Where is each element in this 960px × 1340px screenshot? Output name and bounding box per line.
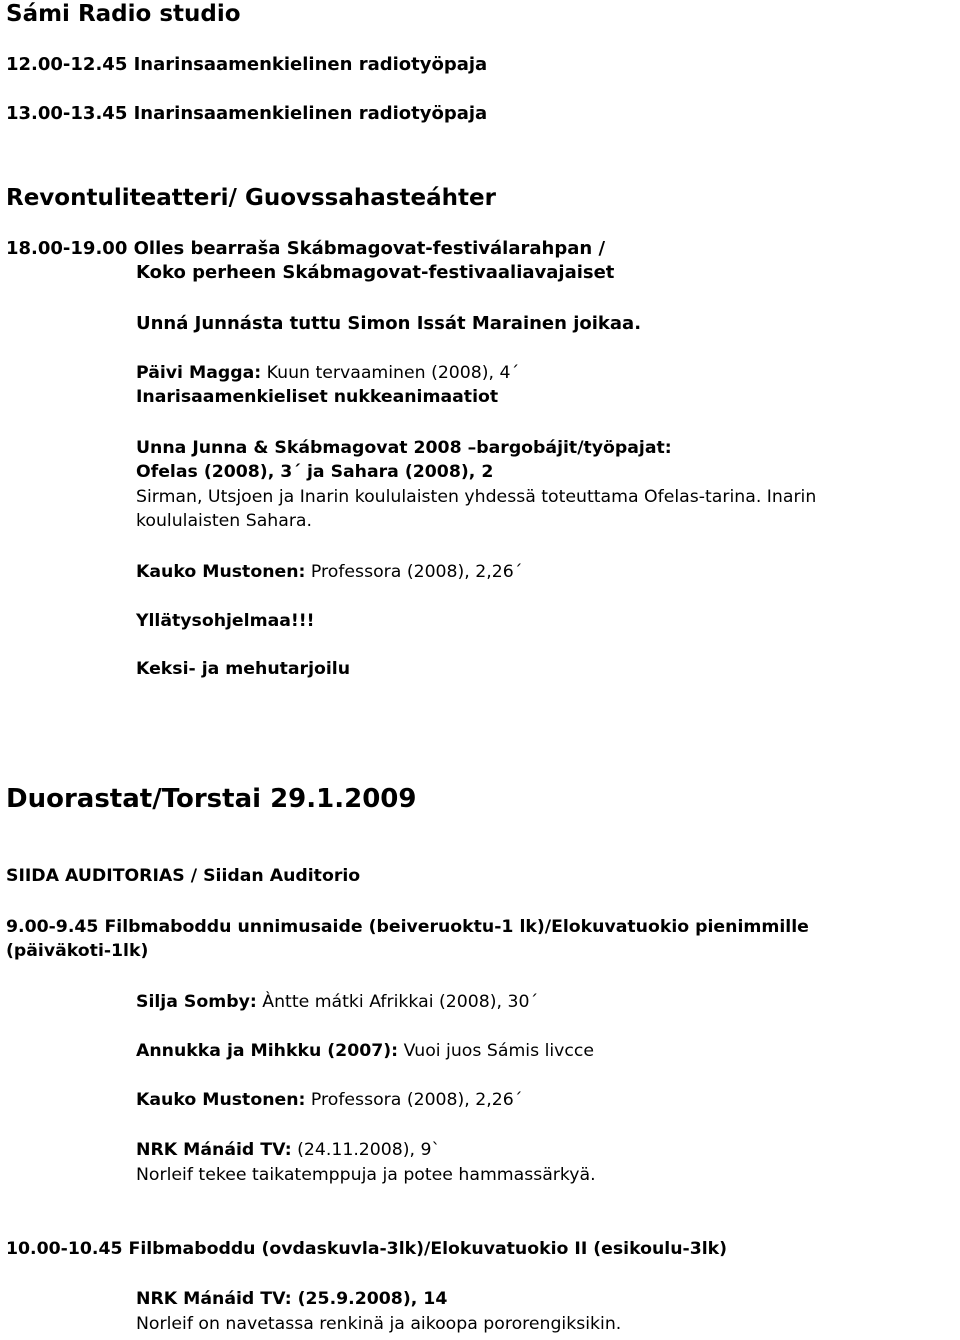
film-title: Professora (2008), 2,26´ [305,562,523,582]
film-author: Päivi Magga: [136,363,262,383]
film-entry: NRK Mánáid TV: (25.9.2008), 14 [136,1289,448,1309]
workshop-films: Ofelas (2008), 3´ ja Sahara (2008), 2 [136,462,494,482]
snacks-note: Keksi- ja mehutarjoilu [136,659,351,679]
schedule-slot-continued: (päiväkoti-1lk) [6,941,149,961]
schedule-slot: 18.00-19.00 Olles bearraša Skábmagovat-festiválarahpan / [6,238,606,259]
film-entry [136,1091,522,1111]
surprise-program: Yllätysohjelmaa!!! [136,611,315,631]
film-description: Norleif on navetassa renkinä ja aikoopa pororengiksikin. [136,1314,622,1334]
workshop-description-continued: koululaisten Sahara. [136,511,313,531]
film-title: Kuun tervaaminen (2008), 4´ [261,363,520,383]
intro-text: Unná Junnásta tuttu Simon Issát Marainen joikaa. [136,313,642,334]
schedule-slot-continued: Koko perheen Skábmagovat-festivaaliavajaiset [136,262,615,283]
film-author: Kauko Mustonen: [136,1090,306,1110]
film-author: Kauko Mustonen: [136,562,306,582]
film-author: Silja Somby: [136,992,257,1012]
film-entry [136,1042,594,1062]
section-heading-sami-radio: Sámi Radio studio [6,1,241,27]
schedule-slot: 10.00-10.45 Filbmaboddu (ovdaskuvla-3lk)/Elokuvatuokio II (esikoulu-3lk) [6,1239,728,1259]
film-author: NRK Mánáid TV: [136,1140,292,1160]
film-title: Àntte mátki Afrikkai (2008), 30´ [256,992,539,1012]
film-title: Vuoi juos Sámis livcce [398,1041,595,1061]
film-description: Norleif tekee taikatemppuja ja potee hammassärkyä. [136,1165,596,1185]
workshop-description: Sirman, Utsjoen ja Inarin koululaisten yhdessä toteuttama Ofelas-tarina. Inarin [136,487,817,507]
schedule-slot: 12.00-12.45 Inarinsaamenkielinen radiotyöpaja [6,54,488,75]
day-heading: Duorastat/Torstai 29.1.2009 [6,784,417,814]
schedule-slot: 13.00-13.45 Inarinsaamenkielinen radiotyöpaja [6,103,488,124]
film-title: Professora (2008), 2,26´ [305,1090,523,1110]
venue-heading: SIIDA AUDITORIAS / Siidan Auditorio [6,866,361,886]
schedule-slot: 9.00-9.45 Filbmaboddu unnimusaide (beiveruoktu-1 lk)/Elokuvatuokio pienimmille [6,917,809,937]
section-heading-revontuliteatteri: Revontuliteatteri/ Guovssahasteáhter [6,185,496,211]
film-title: (24.11.2008), 9` [291,1140,441,1160]
film-entry [136,364,519,384]
film-entry [136,993,538,1013]
film-entry [136,1141,440,1161]
film-category: Inarisaamenkieliset nukkeanimaatiot [136,387,499,407]
film-author: Annukka ja Mihkku (2007): [136,1041,399,1061]
workshop-heading: Unna Junna & Skábmagovat 2008 –bargobájit/työpajat: [136,438,672,458]
film-entry [136,563,522,583]
